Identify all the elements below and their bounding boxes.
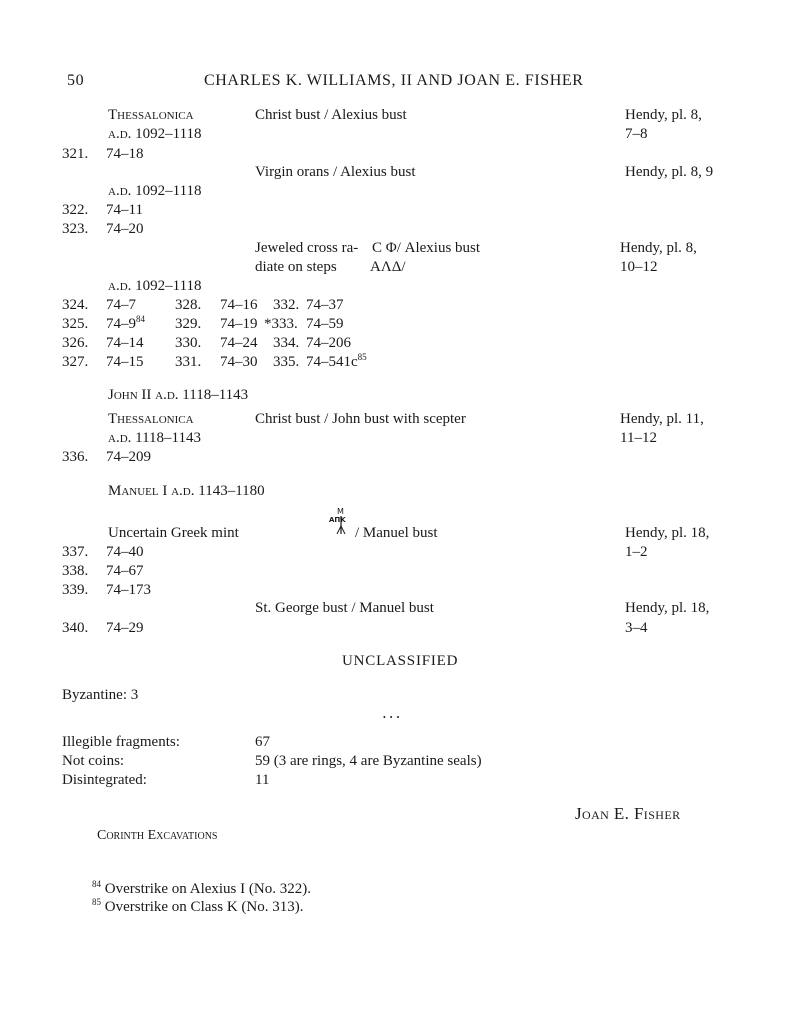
- inventory-number: 74–11: [106, 202, 143, 218]
- ellipsis-separator: • • •: [383, 713, 401, 722]
- author-affiliation: Corinth Excavations: [97, 828, 218, 843]
- inventory-number: 74–16: [220, 297, 258, 313]
- catalog-number: 340.: [62, 620, 89, 636]
- ruler-dates: a.d. 1143–1180: [171, 483, 265, 499]
- date-label: a.d. 1092–1118: [108, 126, 202, 142]
- inventory-number: 74–40: [106, 544, 144, 560]
- summary-label: Not coins:: [62, 753, 125, 769]
- inventory-number: 74–14: [106, 335, 144, 351]
- inventory-number: 74–209: [106, 449, 151, 465]
- inventory-number: 74–37: [306, 297, 344, 313]
- coin-type: Virgin orans / Alexius bust: [255, 164, 416, 180]
- reference-cont: 3–4: [625, 620, 648, 636]
- footnote-number: 84: [92, 879, 101, 889]
- coin-type: Christ bust / John bust with scepter: [255, 411, 466, 427]
- running-title: CHARLES K. WILLIAMS, II AND JOAN E. FISHER: [204, 72, 584, 89]
- catalog-number: 336.: [62, 449, 89, 465]
- ruler-name: John II: [108, 387, 152, 403]
- reference: Hendy, pl. 18,: [625, 525, 710, 541]
- monogram-mid: ΑΠΚ: [329, 516, 346, 524]
- reference: Hendy, pl. 8,: [625, 107, 702, 123]
- reference-cont: 10–12: [620, 259, 658, 275]
- catalog-number: 321.: [62, 146, 89, 162]
- catalog-number: 329.: [175, 316, 202, 332]
- monogram-icon: [329, 508, 355, 536]
- date-label: a.d. 1092–1118: [108, 183, 202, 199]
- inventory-number: 74–67: [106, 563, 144, 579]
- inventory-number: 74–7: [106, 297, 136, 313]
- footnote-ref: 85: [357, 352, 367, 362]
- inventory-number: 74–24: [220, 335, 258, 351]
- catalog-number: 322.: [62, 202, 89, 218]
- footnote: [92, 898, 303, 917]
- date-label: a.d. 1092–1118: [108, 278, 202, 294]
- reference: Hendy, pl. 18,: [625, 600, 710, 616]
- catalog-number: 330.: [175, 335, 202, 351]
- catalog-number: 339.: [62, 582, 89, 598]
- catalog-number: 335.: [273, 354, 300, 370]
- catalog-number: 338.: [62, 563, 89, 579]
- catalog-number: 326.: [62, 335, 89, 351]
- inventory-number: [106, 315, 145, 334]
- catalog-number: 331.: [175, 354, 202, 370]
- inventory-value: 74–541c: [306, 354, 358, 370]
- coin-type: Christ bust / Alexius bust: [255, 107, 407, 123]
- summary-label: Illegible fragments:: [62, 734, 180, 750]
- ruler-name: Manuel I: [108, 483, 168, 499]
- page-number: 50: [67, 72, 85, 89]
- catalog-number: 337.: [62, 544, 89, 560]
- footnote-number: 85: [92, 897, 101, 907]
- inventory-value: 74–9: [106, 316, 136, 332]
- inventory-number: 74–59: [306, 316, 344, 332]
- author-signature: Joan E. Fisher: [575, 804, 681, 823]
- coin-type-cont: diate on steps: [255, 259, 337, 275]
- footnote: [92, 880, 311, 899]
- coin-legend-cont: ΑΛΔ/: [370, 259, 406, 275]
- ruler-heading: [108, 482, 265, 500]
- catalog-number: 323.: [62, 221, 89, 237]
- footnote-text: Overstrike on Class K (No. 313).: [104, 899, 304, 915]
- catalog-number: *333.: [264, 316, 298, 332]
- summary-label: Disintegrated:: [62, 772, 147, 788]
- coin-type: St. George bust / Manuel bust: [255, 600, 434, 616]
- catalog-number: 334.: [273, 335, 300, 351]
- footnote-text: Overstrike on Alexius I (No. 322).: [104, 881, 311, 897]
- catalog-number: 332.: [273, 297, 300, 313]
- inventory-number: 74–206: [306, 335, 351, 351]
- coin-type: Jeweled cross ra-: [255, 240, 359, 256]
- inventory-number: 74–29: [106, 620, 144, 636]
- mint-label: Thessalonica: [108, 107, 194, 123]
- reference: Hendy, pl. 8, 9: [625, 164, 714, 180]
- inventory-number: 74–173: [106, 582, 151, 598]
- inventory-number: 74–30: [220, 354, 258, 370]
- mint-label: Thessalonica: [108, 411, 194, 427]
- monogram-top: M: [337, 507, 344, 516]
- catalog-number: 325.: [62, 316, 89, 332]
- date-label: a.d. 1118–1143: [108, 430, 201, 446]
- byzantine-count: Byzantine: 3: [62, 687, 139, 703]
- ruler-heading: [108, 386, 248, 404]
- inventory-number: [306, 353, 367, 372]
- reference: Hendy, pl. 11,: [620, 411, 704, 427]
- footnote-ref: 84: [136, 314, 145, 324]
- summary-value: 59 (3 are rings, 4 are Byzantine seals): [255, 753, 482, 769]
- catalog-number: 328.: [175, 297, 202, 313]
- inventory-number: 74–20: [106, 221, 144, 237]
- reference: Hendy, pl. 8,: [620, 240, 697, 256]
- catalog-number: 324.: [62, 297, 89, 313]
- reference-cont: 7–8: [625, 126, 648, 142]
- reference-cont: 11–12: [620, 430, 657, 446]
- catalog-number: 327.: [62, 354, 89, 370]
- inventory-number: 74–19: [220, 316, 258, 332]
- reference-cont: 1–2: [625, 544, 648, 560]
- ruler-dates: a.d. 1118–1143: [155, 387, 249, 403]
- section-heading: UNCLASSIFIED: [342, 653, 459, 669]
- coin-legend: C Φ/ Alexius bust: [372, 240, 481, 256]
- summary-value: 11: [255, 772, 270, 788]
- summary-value: 67: [255, 734, 270, 750]
- mint-label: Uncertain Greek mint: [108, 525, 239, 541]
- inventory-number: 74–15: [106, 354, 144, 370]
- inventory-number: 74–18: [106, 146, 144, 162]
- coin-type: / Manuel bust: [355, 525, 438, 541]
